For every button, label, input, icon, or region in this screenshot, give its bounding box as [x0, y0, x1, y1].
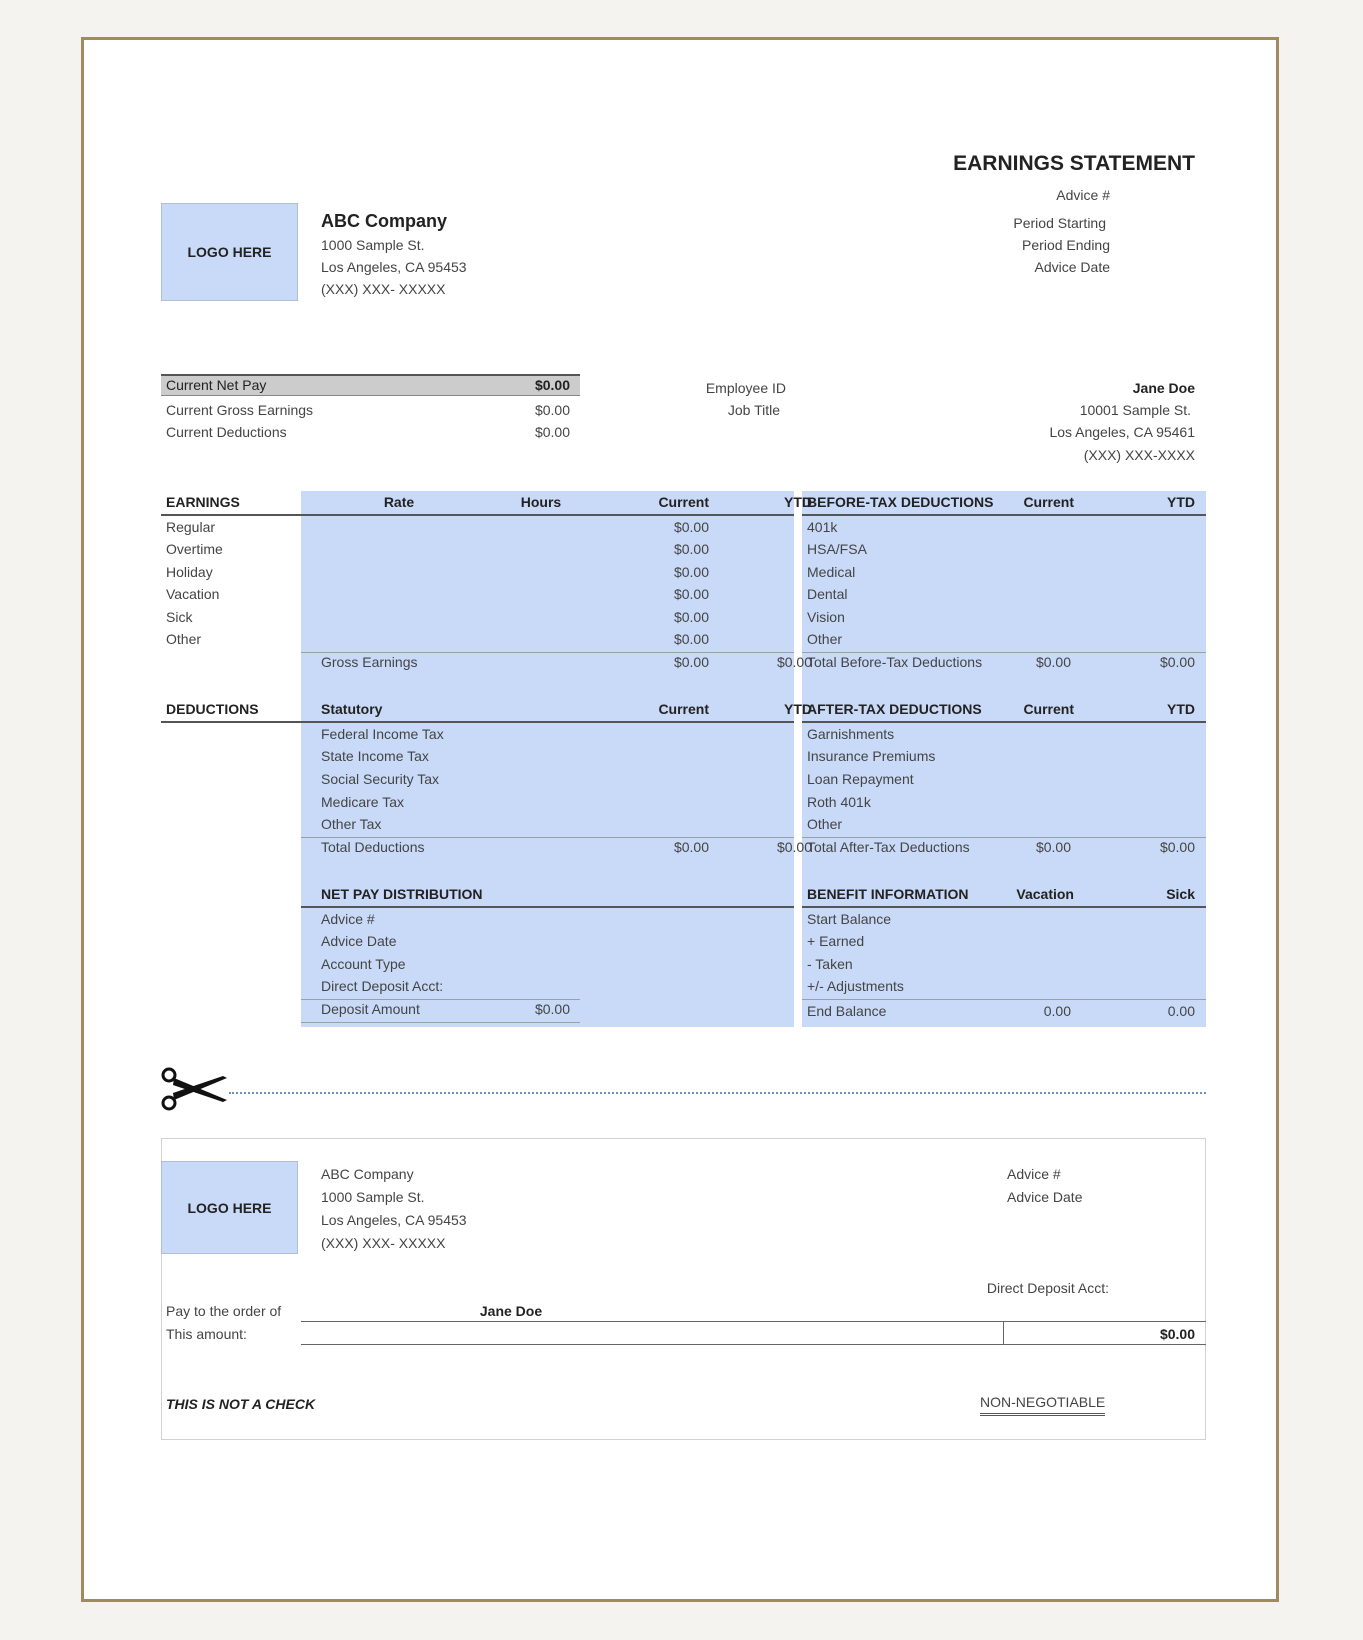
net-pay-distribution-rule — [301, 906, 794, 908]
current-net-pay-value: $0.00 — [534, 377, 570, 393]
stub-direct-deposit-label: Direct Deposit Acct: — [986, 1280, 1109, 1296]
benefit-information-heading: BENEFIT INFORMATION — [807, 886, 969, 902]
deposit-amount-value: $0.00 — [534, 1001, 570, 1017]
gross-earnings-label: Gross Earnings — [321, 654, 418, 670]
stub-company-phone: (XXX) XXX- XXXXX — [321, 1235, 446, 1251]
earnings-row-current: $0.00 — [673, 631, 709, 647]
current-net-pay-label: Current Net Pay — [166, 377, 267, 393]
earnings-row-current: $0.00 — [673, 519, 709, 535]
deductions-col-ytd: YTD — [784, 701, 812, 717]
total-deductions-current: $0.00 — [673, 839, 709, 855]
statutory-row-label: State Income Tax — [321, 748, 429, 764]
pay-to-order-label: Pay to the order of — [166, 1303, 282, 1319]
after-tax-total-ytd: $0.00 — [1159, 839, 1195, 855]
after-tax-total-current: $0.00 — [1035, 839, 1071, 855]
not-a-check-notice: THIS IS NOT A CHECK — [166, 1396, 316, 1412]
total-deductions-rule — [301, 837, 794, 838]
advice-date-label: Advice Date — [1034, 259, 1110, 275]
benefit-col-sick: Sick — [1166, 886, 1195, 902]
end-balance-label: End Balance — [807, 1003, 887, 1019]
after-tax-total-rule — [802, 837, 1206, 838]
end-balance-vacation: 0.00 — [1043, 1003, 1071, 1019]
current-gross-earnings-label: Current Gross Earnings — [166, 402, 314, 418]
deposit-amount-label: Deposit Amount — [321, 1001, 420, 1017]
earnings-row-label: Vacation — [166, 586, 220, 602]
current-deductions-value: $0.00 — [534, 424, 570, 440]
earnings-row-label: Overtime — [166, 541, 223, 557]
stub-company-city: Los Angeles, CA 95453 — [321, 1212, 467, 1228]
after-tax-heading: AFTER-TAX DEDUCTIONS — [807, 701, 982, 717]
company-street: 1000 Sample St. — [321, 237, 425, 253]
company-name: ABC Company — [321, 211, 448, 231]
after-tax-row-label: Other — [807, 816, 843, 832]
statutory-row-label: Federal Income Tax — [321, 726, 444, 742]
net-pay-row-label: Advice # — [321, 911, 375, 927]
earnings-row-current: $0.00 — [673, 609, 709, 625]
net-pay-row-label: Direct Deposit Acct: — [321, 978, 444, 994]
before-tax-row-label: Medical — [807, 564, 856, 580]
advice-number-label: Advice # — [1056, 187, 1110, 203]
employee-street: 10001 Sample St. — [1079, 402, 1191, 418]
earnings-row-label: Regular — [166, 519, 216, 535]
employee-name: Jane Doe — [1132, 380, 1195, 396]
period-starting-label: Period Starting — [1013, 215, 1106, 231]
job-title-label: Job Title — [727, 402, 780, 418]
company-phone: (XXX) XXX- XXXXX — [321, 281, 446, 297]
before-tax-row-label: Other — [807, 631, 843, 647]
earnings-col-current: Current — [658, 494, 709, 510]
deductions-col-current: Current — [658, 701, 709, 717]
earnings-row-current: $0.00 — [673, 586, 709, 602]
stub-advice-number-label: Advice # — [1007, 1166, 1061, 1182]
earnings-heading: EARNINGS — [166, 494, 240, 510]
before-tax-total-label: Total Before-Tax Deductions — [807, 654, 983, 670]
earnings-row-label: Sick — [166, 609, 193, 625]
end-balance-rule — [802, 999, 1206, 1000]
statement-title: EARNINGS STATEMENT — [953, 152, 1195, 175]
earnings-header-rule — [161, 514, 794, 516]
before-tax-row-label: Vision — [807, 609, 845, 625]
earnings-row-label: Holiday — [166, 564, 213, 580]
stub-company-street: 1000 Sample St. — [321, 1189, 425, 1205]
after-tax-total-label: Total After-Tax Deductions — [807, 839, 970, 855]
current-gross-earnings-value: $0.00 — [534, 402, 570, 418]
benefit-col-vacation: Vacation — [1016, 886, 1074, 902]
after-tax-row-label: Loan Repayment — [807, 771, 914, 787]
stub-company-name: ABC Company — [321, 1166, 414, 1182]
stub-logo-placeholder: LOGO HERE — [161, 1161, 298, 1254]
statutory-heading: Statutory — [321, 701, 383, 717]
gross-earnings-current: $0.00 — [673, 654, 709, 670]
scissors-icon — [159, 1066, 231, 1112]
gross-earnings-ytd: $0.00 — [776, 654, 812, 670]
before-tax-total-ytd: $0.00 — [1159, 654, 1195, 670]
earnings-col-hours: Hours — [520, 494, 562, 510]
statutory-row-label: Social Security Tax — [321, 771, 440, 787]
payee-name: Jane Doe — [479, 1303, 543, 1319]
earnings-col-ytd: YTD — [784, 494, 812, 510]
before-tax-heading: BEFORE-TAX DEDUCTIONS — [807, 494, 994, 510]
deposit-amount-top-rule — [301, 999, 580, 1000]
stub-advice-date-label: Advice Date — [1007, 1189, 1083, 1205]
period-ending-label: Period Ending — [1022, 237, 1110, 253]
before-tax-row-label: 401k — [807, 519, 838, 535]
earnings-statement-page — [81, 37, 1279, 1602]
statutory-row-label: Other Tax — [321, 816, 382, 832]
after-tax-col-ytd: YTD — [1167, 701, 1195, 717]
earnings-row-label: Other — [166, 631, 202, 647]
net-pay-distribution-heading: NET PAY DISTRIBUTION — [321, 886, 483, 902]
this-amount-label: This amount: — [166, 1326, 247, 1342]
end-balance-sick: 0.00 — [1167, 1003, 1195, 1019]
net-pay-row-label: Advice Date — [321, 933, 397, 949]
before-tax-total-rule — [802, 652, 1206, 653]
employee-city: Los Angeles, CA 95461 — [1049, 424, 1195, 440]
earnings-col-rate: Rate — [383, 494, 415, 510]
non-negotiable-label: NON-NEGOTIABLE — [980, 1394, 1105, 1416]
benefit-header-rule — [802, 906, 1206, 908]
company-logo-placeholder: LOGO HERE — [161, 203, 298, 301]
employee-phone: (XXX) XXX-XXXX — [1083, 447, 1195, 463]
current-deductions-label: Current Deductions — [166, 424, 287, 440]
amount-value: $0.00 — [1159, 1326, 1195, 1342]
before-tax-col-ytd: YTD — [1167, 494, 1195, 510]
before-tax-total-current: $0.00 — [1035, 654, 1071, 670]
before-tax-row-label: Dental — [807, 586, 848, 602]
benefit-row-label: Start Balance — [807, 911, 892, 927]
before-tax-row-label: HSA/FSA — [807, 541, 867, 557]
company-city: Los Angeles, CA 95453 — [321, 259, 467, 275]
total-deductions-label: Total Deductions — [321, 839, 425, 855]
benefit-row-label: +/- Adjustments — [807, 978, 904, 994]
benefit-row-label: - Taken — [807, 956, 853, 972]
total-deductions-ytd: $0.00 — [776, 839, 812, 855]
benefit-row-label: + Earned — [807, 933, 865, 949]
before-tax-header-rule — [802, 514, 1206, 516]
after-tax-col-current: Current — [1023, 701, 1074, 717]
statutory-row-label: Medicare Tax — [321, 794, 405, 810]
before-tax-col-current: Current — [1023, 494, 1074, 510]
after-tax-row-label: Roth 401k — [807, 794, 871, 810]
net-pay-row-label: Account Type — [321, 956, 406, 972]
cut-line — [229, 1092, 1206, 1094]
earnings-row-current: $0.00 — [673, 564, 709, 580]
employee-id-label: Employee ID — [705, 380, 786, 396]
after-tax-row-label: Garnishments — [807, 726, 895, 742]
after-tax-header-rule — [802, 721, 1206, 723]
after-tax-row-label: Insurance Premiums — [807, 748, 936, 764]
deductions-heading: DEDUCTIONS — [166, 701, 259, 717]
earnings-row-current: $0.00 — [673, 541, 709, 557]
deductions-header-rule — [161, 721, 794, 723]
gross-earnings-rule — [301, 652, 794, 653]
deposit-amount-bottom-rule — [301, 1022, 580, 1023]
